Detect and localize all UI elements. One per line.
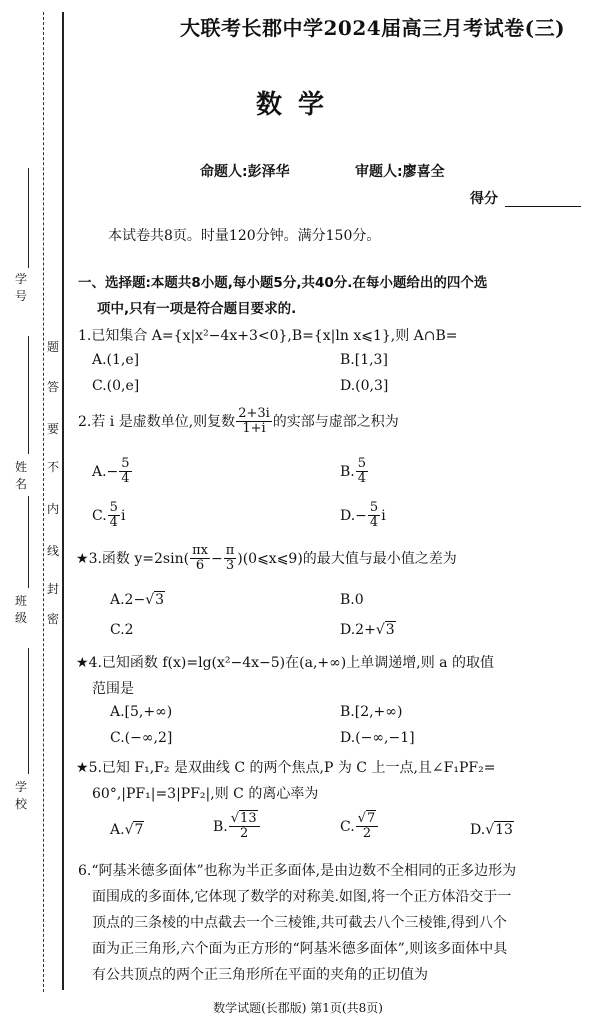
- seal-char: 题: [46, 336, 60, 357]
- label-name: 姓名: [14, 460, 27, 491]
- q5-d-radicand: 13: [495, 822, 513, 838]
- q2-frac-num: 2+3i: [238, 406, 270, 421]
- q5-c-prefix: C.: [340, 818, 355, 835]
- q2-option-d[interactable]: [340, 501, 386, 531]
- q4-line1: 4.已知函数 f(x)=lg(x²−4x−5)在(a,+∞)上单调递增,则 a 的取值: [88, 655, 494, 671]
- question-4-stem-cont: 范围是: [92, 681, 134, 697]
- q2-frac-den: 1+i: [242, 421, 266, 437]
- score-label: 得分: [470, 191, 498, 207]
- q2-a-den: 4: [121, 471, 130, 487]
- seal-char: 线: [46, 540, 60, 561]
- seal-char: 密: [46, 608, 60, 629]
- question-6-line: 6.“阿基米德多面体”也称为半正多面体,是由边数不全相同的正多边形为: [78, 863, 517, 879]
- q3-d-prefix: D.2+: [340, 622, 376, 638]
- q3-d-radicand: 3: [385, 622, 395, 638]
- q1-option-c[interactable]: C.(0,e]: [92, 378, 140, 394]
- q2-a-prefix: A.−: [92, 463, 119, 480]
- q2-b-den: 4: [357, 471, 367, 487]
- q3-pre: 3.函数 y=2sin(: [88, 550, 190, 567]
- q5-b-radicand: 13: [240, 811, 257, 826]
- margin-rule: [62, 12, 64, 990]
- q5-a-radicand: 7: [134, 822, 144, 838]
- q2-option-c[interactable]: [92, 501, 125, 531]
- q2-stem-post: 的实部与虚部之积为: [272, 413, 399, 430]
- page-footer: 数学试题(长郡版) 第1页(共8页): [213, 1001, 383, 1015]
- student-id-write-line: [28, 168, 29, 268]
- school-write-line: [28, 648, 29, 774]
- question-6-line: 面为正三角形,六个面为正方形的“阿基米德多面体”,则该多面体中具: [92, 941, 508, 957]
- q2-a-num: 5: [121, 456, 130, 471]
- q2-d-prefix: D.−: [340, 507, 367, 524]
- q2-d-suffix: i: [381, 507, 386, 524]
- q2-option-a[interactable]: [92, 457, 133, 487]
- star-icon: ★: [76, 655, 89, 671]
- q5-a-prefix: A.: [110, 822, 125, 838]
- q5-b-den: 2: [240, 826, 249, 842]
- q2-b-num: 5: [357, 456, 367, 471]
- q3-post: )(0⩽x⩽9)的最大值与最小值之差为: [237, 550, 457, 567]
- seal-char: 答: [46, 376, 60, 397]
- q3-option-a[interactable]: A.2−√3: [110, 592, 165, 608]
- q4-option-b[interactable]: B.[2,+∞): [340, 704, 403, 720]
- q3-f1-den: 6: [195, 558, 205, 574]
- q5-option-d[interactable]: D.√13: [470, 822, 513, 838]
- q3-a-radicand: 3: [155, 592, 165, 608]
- name-write-line: [28, 336, 29, 454]
- q5-c-den: 2: [362, 826, 372, 842]
- q3-f2-num: π: [225, 543, 235, 558]
- q3-f1-num: πx: [192, 543, 208, 558]
- q2-fraction: [236, 407, 272, 437]
- q2-c-den: 4: [109, 515, 118, 531]
- question-4-stem: [76, 652, 494, 672]
- question-1-stem: 1.已知集合 A={x|x²−4x+3<0},B={x|ln x⩽1},则 A∩B=: [78, 328, 458, 344]
- question-6-line: 有公共顶点的两个正三角形所在平面的夹角的正切值为: [92, 967, 428, 983]
- q1-option-a[interactable]: A.(1,e]: [92, 352, 140, 368]
- q3-a-prefix: A.2−: [110, 592, 146, 608]
- q4-option-c[interactable]: C.(−∞,2]: [110, 730, 173, 746]
- q5-c-radicand: 7: [366, 811, 376, 826]
- section-heading-cont: 项中,只有一项是符合题目要求的.: [97, 301, 297, 317]
- question-6-line: 顶点的三条棱的中点截去一个三棱锥,共可截去八个三棱锥,得到八个: [92, 915, 507, 931]
- q5-line1: 5.已知 F₁,F₂ 是双曲线 C 的两个焦点,P 为 C 上一点,且∠F₁PF₂=: [88, 760, 496, 776]
- question-5-stem-cont: 60°,|PF₁|=3|PF₂|,则 C 的离心率为: [92, 786, 319, 802]
- q4-option-a[interactable]: A.[5,+∞): [110, 704, 173, 720]
- q2-c-suffix: i: [120, 507, 126, 524]
- exam-instructions: 本试卷共8页。时量120分钟。满分150分。: [108, 228, 381, 244]
- q2-stem-pre: 2.若 i 是虚数单位,则复数: [78, 413, 236, 430]
- q5-c-num: √7: [356, 812, 379, 827]
- question-setter: 命题人:彭泽华: [200, 164, 290, 180]
- question-6-line: 面围成的多面体,它体现了数学的对称美.如图,将一个正方体沿交于一: [92, 889, 512, 905]
- question-3-stem: [76, 544, 457, 574]
- seal-dashed-line: [43, 12, 44, 992]
- q2-c-prefix: C.: [92, 507, 107, 524]
- label-school: 学校: [14, 780, 27, 811]
- question-5-stem: [76, 757, 495, 777]
- q4-option-d[interactable]: D.(−∞,−1]: [340, 730, 415, 746]
- q2-d-num: 5: [369, 500, 379, 515]
- star-icon: ★: [76, 760, 89, 776]
- q2-b-prefix: B.: [340, 463, 355, 480]
- q5-option-a[interactable]: A.√7: [110, 822, 144, 838]
- section-heading: 一、选择题:本题共8小题,每小题5分,共40分.在每小题给出的四个选: [78, 275, 488, 291]
- q3-option-d[interactable]: D.2+√3: [340, 622, 395, 638]
- score-blank[interactable]: [505, 206, 581, 207]
- q2-d-den: 4: [369, 515, 379, 531]
- label-student-id: 学号: [14, 272, 27, 303]
- label-class: 班级: [14, 594, 27, 625]
- q5-b-num: √13: [229, 812, 260, 827]
- q1-option-b[interactable]: B.[1,3]: [340, 352, 388, 368]
- q2-option-b[interactable]: [340, 457, 369, 487]
- q5-d-prefix: D.: [470, 822, 486, 838]
- q3-option-c[interactable]: C.2: [110, 622, 134, 638]
- q2-c-num: 5: [109, 500, 118, 515]
- seal-char: 不: [46, 456, 60, 477]
- q5-b-prefix: B.: [213, 818, 228, 835]
- star-icon: ★: [76, 550, 89, 567]
- question-2-stem: [78, 407, 399, 437]
- seal-char: 内: [46, 498, 60, 519]
- q1-option-d[interactable]: D.(0,3]: [340, 378, 389, 394]
- seal-char: 要: [46, 418, 60, 439]
- exam-title: 大联考长郡中学2024届高三月考试卷(三): [180, 16, 566, 40]
- question-reviewer: 审题人:廖喜全: [355, 164, 445, 180]
- subject-title: 数学: [255, 90, 340, 120]
- q3-f2-den: 3: [225, 558, 235, 574]
- class-write-line: [28, 496, 29, 588]
- q3-option-b[interactable]: B.0: [340, 592, 364, 608]
- q5-option-c[interactable]: [340, 812, 379, 842]
- q3-minus: −: [210, 550, 223, 567]
- q5-option-b[interactable]: [213, 812, 261, 842]
- seal-char: 封: [46, 578, 60, 599]
